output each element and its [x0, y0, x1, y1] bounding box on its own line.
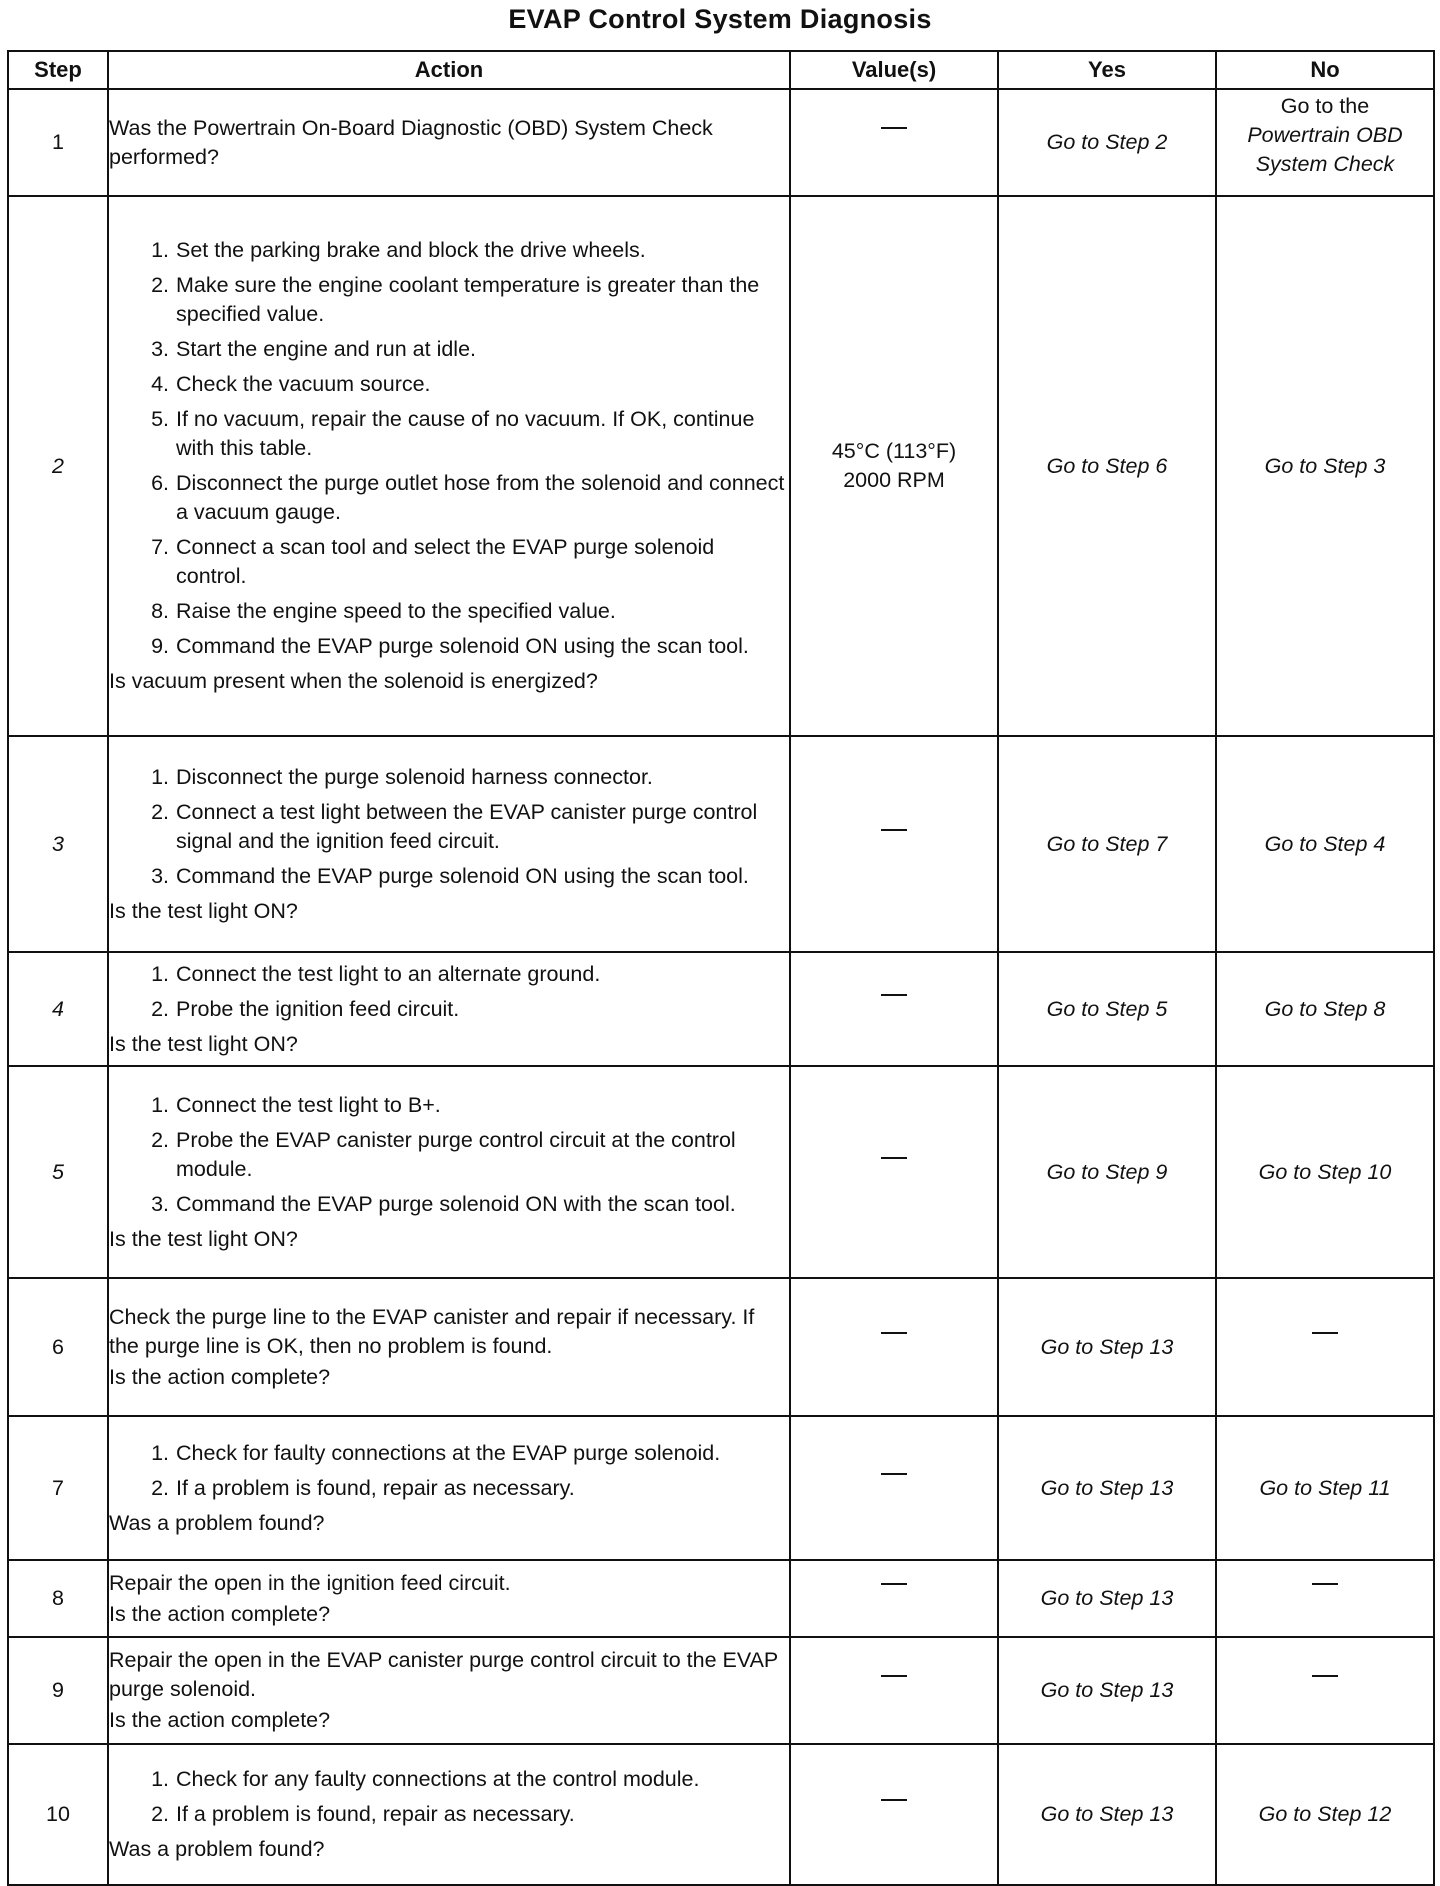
diagnosis-table	[7, 50, 1435, 1886]
list-item: 6. Disconnect the purge outlet hose from the solenoid and connect a vacuum gauge.	[151, 471, 785, 524]
header-yes: Yes	[998, 51, 1216, 89]
action-cell	[108, 89, 790, 196]
yes-cell: Go to Step 13	[998, 1278, 1216, 1416]
list-item: 4. Check the vacuum source.	[151, 372, 431, 396]
table-row	[8, 736, 1434, 952]
action-cell	[108, 952, 790, 1066]
action-question: Is the test light ON?	[109, 1226, 298, 1251]
list-item: 1. Set the parking brake and block the drive wheels.	[151, 238, 646, 262]
list-item: 8. Raise the engine speed to the specified value.	[151, 599, 616, 623]
no-cell	[1216, 1637, 1434, 1744]
list-item: 3. Start the engine and run at idle.	[151, 337, 477, 361]
no-cell: Go to Step 11	[1216, 1416, 1434, 1560]
value-dash	[881, 829, 907, 860]
action-cell	[108, 1416, 790, 1560]
yes-cell: Go to Step 13	[998, 1416, 1216, 1560]
list-item: 9. Command the EVAP purge solenoid ON using the scan tool.	[151, 634, 749, 658]
value-dash	[881, 127, 907, 158]
action-cell	[108, 1066, 790, 1278]
value-dash	[881, 1157, 907, 1188]
action-question: Is the action complete?	[109, 1364, 331, 1389]
no-dash	[1312, 1332, 1338, 1363]
list-item: 1. Connect the test light to B+.	[151, 1092, 441, 1117]
yes-cell: Go to Step 6	[998, 196, 1216, 736]
value-cell	[790, 1744, 998, 1885]
action-steps	[109, 1765, 789, 1829]
table-row	[8, 1637, 1434, 1744]
action-cell	[108, 196, 790, 736]
yes-cell: Go to Step 5	[998, 952, 1216, 1066]
action-text: Repair the open in the ignition feed circuit.	[109, 1570, 511, 1595]
list-item: 5. If no vacuum, repair the cause of no vacuum. If OK, continue with this table.	[151, 407, 755, 460]
action-question: Was a problem found?	[109, 1837, 325, 1861]
value-dash	[881, 1799, 907, 1830]
header-value: Value(s)	[790, 51, 998, 89]
table-row	[8, 1416, 1434, 1560]
list-item: 2. Connect a test light between the EVAP canister purge control signal and the ignition feed circuit.	[151, 799, 758, 853]
value-cell	[790, 1637, 998, 1744]
value-dash	[881, 1332, 907, 1363]
no-line: Powertrain OBD	[1247, 123, 1403, 147]
action-cell	[108, 1278, 790, 1416]
step-number: 3	[8, 736, 108, 952]
list-item: 3. Command the EVAP purge solenoid ON with the scan tool.	[151, 1191, 736, 1216]
action-question: Is the test light ON?	[109, 1031, 298, 1056]
value-cell	[790, 196, 998, 736]
value-cell	[790, 736, 998, 952]
action-question: Was a problem found?	[109, 1510, 325, 1535]
value-dash	[881, 1473, 907, 1504]
no-cell	[1216, 1278, 1434, 1416]
action-text: Check the purge line to the EVAP canister and repair if necessary. If the purge line is OK, then no problem is found.	[109, 1304, 755, 1358]
value-cell	[790, 1416, 998, 1560]
action-cell	[108, 736, 790, 952]
table-row	[8, 1066, 1434, 1278]
header-step: Step	[8, 51, 108, 89]
action-text: Repair the open in the EVAP canister purge control circuit to the EVAP purge solenoid.	[109, 1648, 778, 1701]
action-steps	[109, 1439, 789, 1503]
list-item: 2. Probe the ignition feed circuit.	[151, 996, 460, 1021]
yes-cell: Go to Step 13	[998, 1744, 1216, 1885]
list-item: 3. Command the EVAP purge solenoid ON using the scan tool.	[151, 863, 749, 888]
value-cell	[790, 1560, 998, 1637]
no-line: System Check	[1255, 152, 1395, 176]
step-number: 6	[8, 1278, 108, 1416]
list-item: 2. If a problem is found, repair as necessary.	[151, 1802, 575, 1826]
step-number: 8	[8, 1560, 108, 1637]
header-no: No	[1216, 51, 1434, 89]
action-cell	[108, 1637, 790, 1744]
no-cell: Go to Step 8	[1216, 952, 1434, 1066]
page-title: EVAP Control System Diagnosis	[508, 4, 932, 34]
action-steps	[109, 960, 789, 1024]
value-line: 45°C (113°F)	[831, 439, 957, 463]
value-cell	[790, 1066, 998, 1278]
list-item: 2. If a problem is found, repair as necessary.	[151, 1475, 575, 1500]
list-item: 1. Check for any faulty connections at the control module.	[151, 1767, 700, 1791]
value-dash	[881, 1675, 907, 1706]
value-cell	[790, 952, 998, 1066]
action-question: Is vacuum present when the solenoid is energized?	[109, 669, 598, 693]
no-cell: Go to Step 10	[1216, 1066, 1434, 1278]
no-cell	[1216, 89, 1434, 196]
value-cell	[790, 89, 998, 196]
table-row	[8, 1560, 1434, 1637]
no-cell: Go to Step 4	[1216, 736, 1434, 952]
header-row	[8, 51, 1434, 89]
yes-cell: Go to Step 9	[998, 1066, 1216, 1278]
no-line: Go to the	[1280, 94, 1370, 118]
yes-cell: Go to Step 2	[998, 89, 1216, 196]
action-question: Is the test light ON?	[109, 898, 298, 923]
list-item: 1. Disconnect the purge solenoid harness connector.	[151, 764, 653, 789]
step-number: 7	[8, 1416, 108, 1560]
table-row	[8, 1744, 1434, 1885]
value-dash	[881, 1583, 907, 1614]
value-line: 2000 RPM	[843, 468, 945, 492]
no-cell: Go to Step 3	[1216, 196, 1434, 736]
table-row	[8, 196, 1434, 736]
action-steps	[109, 763, 789, 891]
yes-cell: Go to Step 7	[998, 736, 1216, 952]
list-item: 2. Make sure the engine coolant temperature is greater than the specified value.	[151, 273, 760, 326]
no-dash	[1312, 1583, 1338, 1614]
step-number: 4	[8, 952, 108, 1066]
no-dash	[1312, 1675, 1338, 1706]
header-action: Action	[108, 51, 790, 89]
list-item: 2. Probe the EVAP canister purge control circuit at the control module.	[151, 1127, 736, 1181]
step-number: 9	[8, 1637, 108, 1744]
action-text: Was the Powertrain On-Board Diagnostic (OBD) System Check performed?	[109, 115, 713, 169]
action-steps	[109, 1091, 789, 1219]
table-row	[8, 89, 1434, 196]
action-steps	[109, 236, 789, 661]
value-cell	[790, 1278, 998, 1416]
action-cell	[108, 1744, 790, 1885]
step-number: 2	[8, 196, 108, 736]
table-row	[8, 952, 1434, 1066]
value-dash	[881, 994, 907, 1025]
action-cell	[108, 1560, 790, 1637]
list-item: 1. Check for faulty connections at the EVAP purge solenoid.	[151, 1440, 721, 1465]
action-question: Is the action complete?	[109, 1601, 331, 1626]
yes-cell: Go to Step 13	[998, 1560, 1216, 1637]
yes-cell: Go to Step 13	[998, 1637, 1216, 1744]
step-number: 1	[8, 89, 108, 196]
no-cell	[1216, 1560, 1434, 1637]
step-number: 5	[8, 1066, 108, 1278]
list-item: 7. Connect a scan tool and select the EVAP purge solenoid control.	[151, 535, 715, 588]
action-question: Is the action complete?	[109, 1708, 331, 1732]
no-cell: Go to Step 12	[1216, 1744, 1434, 1885]
list-item: 1. Connect the test light to an alternate ground.	[151, 961, 601, 986]
table-row	[8, 1278, 1434, 1416]
step-number: 10	[8, 1744, 108, 1885]
